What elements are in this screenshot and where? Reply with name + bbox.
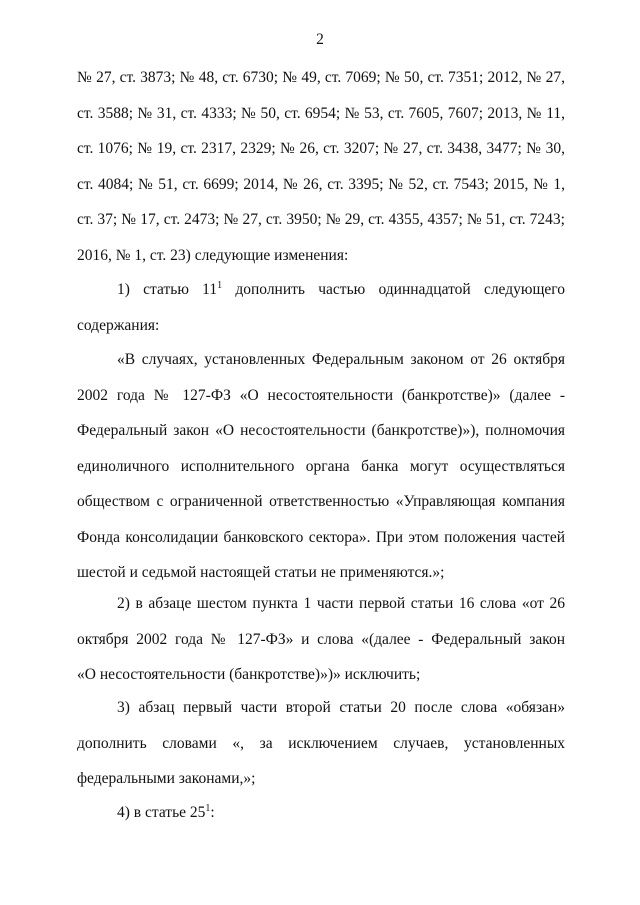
text-line: федеральными законами,»; bbox=[77, 770, 256, 787]
text-line: «В случаях, установленных Федеральным законом от 26 октября bbox=[117, 351, 565, 368]
item-1-text-after: дополнить частью одиннадцатой следующего bbox=[222, 281, 565, 298]
text-line: 2016, № 1, ст. 23) следующие изменения: bbox=[77, 246, 349, 264]
text-line: шестой и седьмой настоящей статьи не применяются.»; bbox=[77, 564, 445, 581]
item-2-paragraph bbox=[77, 586, 565, 693]
text-line: ст. 4084; № 51, ст. 6699; 2014, № 26, ст. 3395; № 52, ст. 7543; 2015, № 1, bbox=[77, 175, 565, 193]
continuation-paragraph bbox=[77, 60, 565, 273]
text-line: «О несостоятельности (банкротстве)»)» исключить; bbox=[77, 666, 421, 683]
item-4-paragraph bbox=[77, 795, 565, 831]
text-line bbox=[77, 795, 565, 831]
text-line: 3) абзац первый части второй статьи 20 после слова «обязан» bbox=[117, 699, 565, 716]
superscript: 1 bbox=[217, 280, 223, 291]
text-line: ст. 3588; № 31, ст. 4333; № 50, ст. 6954; № 53, ст. 7605, 7607; 2013, № 11, bbox=[77, 104, 565, 122]
superscript: 1 bbox=[205, 803, 211, 814]
text-line: 2002 года № 127-ФЗ «О несостоятельности (банкротстве)» (далее - bbox=[77, 386, 565, 404]
text-line: ст. 37; № 17, ст. 2473; № 27, ст. 3950; № 29, ст. 4355, 4357; № 51, ст. 7243; bbox=[77, 211, 565, 228]
text-line bbox=[77, 272, 565, 308]
text-line: дополнить словами «, за исключением случаев, установленных bbox=[77, 734, 565, 752]
quoted-paragraph bbox=[77, 342, 565, 591]
text-line: единоличного исполнительного органа банка могут осуществляться bbox=[77, 457, 565, 475]
text-line: Федеральный закон «О несостоятельности (банкротстве)»), полномочия bbox=[77, 422, 565, 439]
item-1-paragraph bbox=[77, 272, 565, 343]
text-line: Фонда консолидации банковского сектора». При этом положения частей bbox=[77, 528, 565, 546]
page-number: 2 bbox=[316, 31, 324, 48]
item-1-text-before: 1) статью 11 bbox=[117, 281, 218, 298]
text-line: 2) в абзаце шестом пункта 1 части первой статьи 16 слова «от 26 bbox=[117, 595, 565, 612]
text-line: обществом с ограниченной ответственностью «Управляющая компания bbox=[77, 493, 565, 510]
item-3-paragraph bbox=[77, 690, 565, 797]
item-4-text-before: 4) в статье 25 bbox=[117, 804, 206, 821]
text-line: ст. 1076; № 19, ст. 2317, 2329; № 26, ст. 3207; № 27, ст. 3438, 3477; № 30, bbox=[77, 140, 565, 157]
text-line: № 27, ст. 3873; № 48, ст. 6730; № 49, ст. 7069; № 50, ст. 7351; 2012, № 27, bbox=[77, 69, 565, 86]
item-4-text-after: : bbox=[210, 804, 215, 821]
text-line: октября 2002 года № 127-ФЗ» и слова «(далее - Федеральный закон bbox=[77, 630, 565, 648]
text-line: содержания: bbox=[77, 316, 160, 334]
